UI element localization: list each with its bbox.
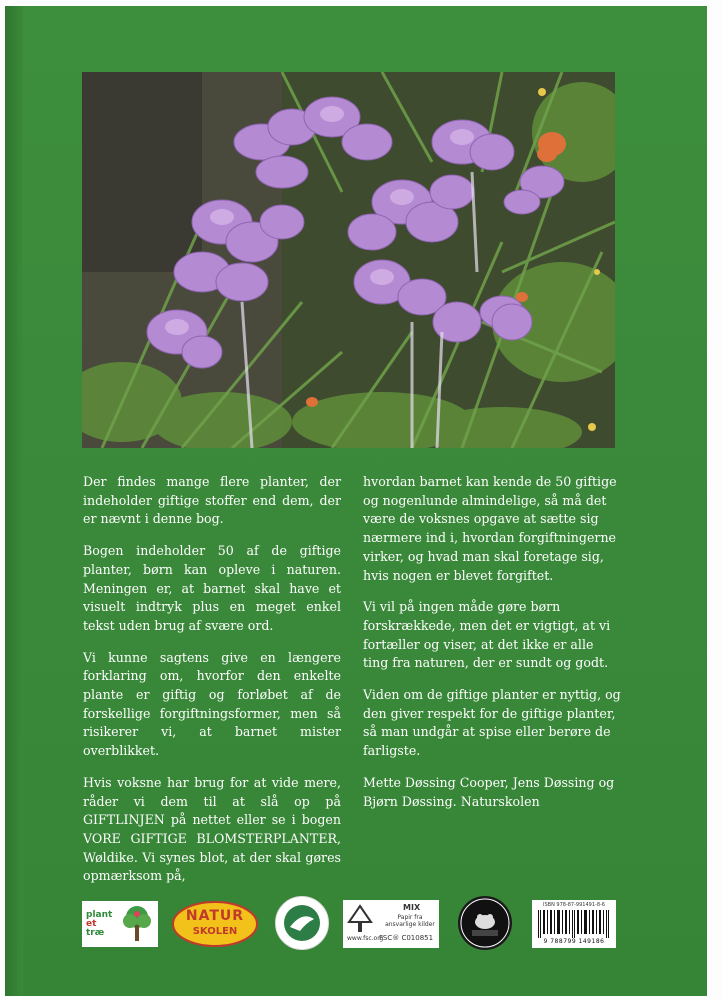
paragraph: Hvis voksne har brug for at vide mere, råder vi dem til at slå op på GIFTLINJEN på nettet eller se i bogen VORE GIFTIGE BLOMSTERPLANTER, Wøldike. Vi synes blot, at der skal gøres opmærksom på, bbox=[83, 774, 341, 884]
barcode-icon bbox=[538, 910, 610, 938]
swan-icon bbox=[276, 897, 328, 949]
authors-signature: Mette Døssing Cooper, Jens Døssing og Bjørn Døssing. Naturskolen bbox=[363, 774, 615, 809]
fsc-logo: www.fsc.org MIX Papir fra ansvarlige kilder FSC® C010851 bbox=[343, 900, 439, 948]
paragraph: Der findes mange flere planter, der indeholder giftige stoffer end dem, der er nævnt i denne bog. bbox=[83, 474, 341, 527]
isbn-barcode: ISBN 978-87-991491-8-6 9 788799 149186 bbox=[532, 900, 616, 948]
text-column-left bbox=[83, 473, 341, 899]
plant-et-trae-logo: plant et træ bbox=[82, 901, 158, 947]
naturskolen-logo: NATUR SKOLEN bbox=[172, 900, 258, 948]
paragraph: Viden om de giftige planter er nyttig, og den giver respekt for de giftige planter, så man undgår at spise eller berøre de farligste. bbox=[363, 687, 621, 759]
rainforest-alliance-logo bbox=[458, 896, 512, 950]
fsc-tree-icon bbox=[347, 904, 373, 934]
tree-icon bbox=[120, 905, 154, 943]
frog-icon bbox=[458, 896, 512, 950]
autumn-crocus-photo bbox=[82, 72, 615, 448]
paragraph: Bogen indeholder 50 af de giftige planter, børn kan opleve i naturen. Meningen er, at barnet skal have et visuelt indtryk plus en meget enkel tekst uden brug af svære ord. bbox=[83, 543, 341, 633]
book-spine-edge bbox=[5, 6, 23, 996]
paragraph: Vi vil på ingen måde gøre børn forskrækkede, men det er vigtigt, at vi fortæller og viser, at det ikke er alle ting fra naturen, der er sundt og godt. bbox=[363, 599, 611, 671]
nordic-swan-ecolabel-logo bbox=[275, 896, 329, 950]
logo-strip bbox=[0, 900, 723, 950]
text-column-right bbox=[363, 473, 621, 824]
paragraph: hvordan barnet kan kende de 50 giftige og nogenlunde almindelige, så må det være de voksnes opgave at sætte sig nærmere ind i, hvordan forgiftningerne virker, og hvad man skal foretage sig, hvis nogen er blevet forgiftet. bbox=[363, 474, 617, 583]
paragraph: Vi kunne sagtens give en længere forklaring om, hvorfor den enkelte plante er giftig og forløbet af de forskellige forgiftningsformer, men så risikerer vi, at barnet mister overblikket. bbox=[83, 649, 341, 759]
